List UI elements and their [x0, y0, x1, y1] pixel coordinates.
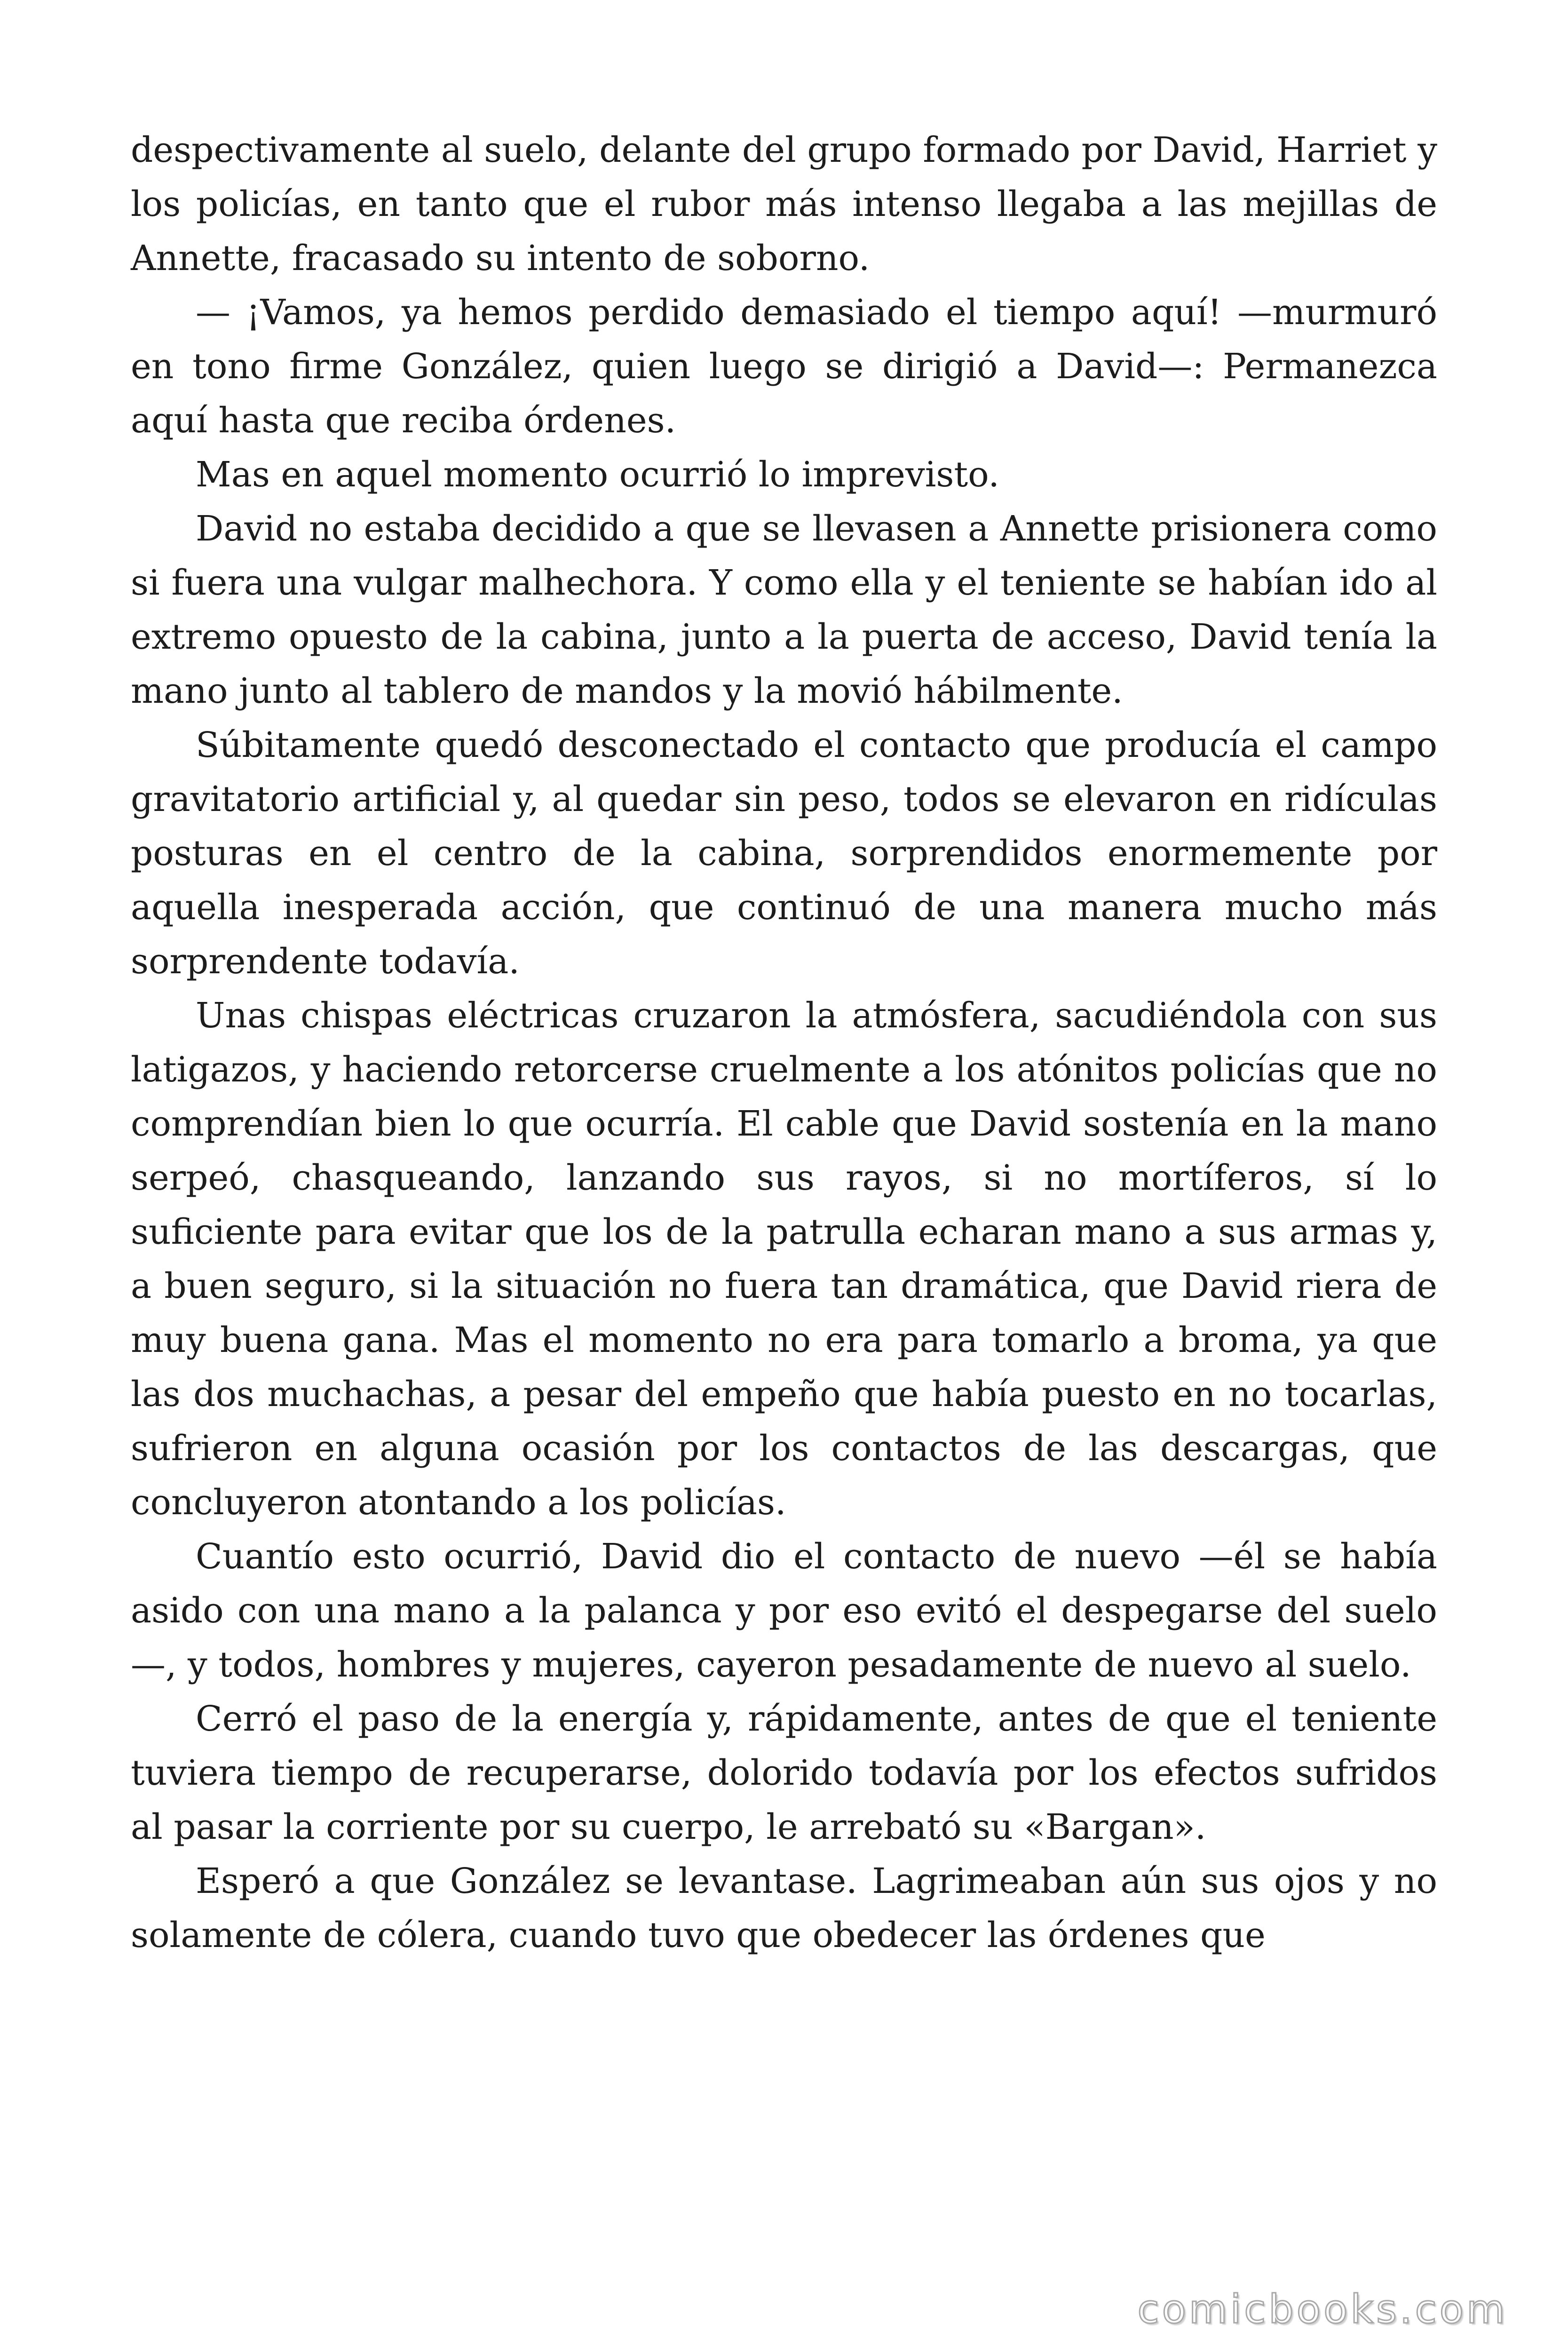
paragraph-5: Súbitamente quedó desconectado el contacto que producía el campo gravitatorio artificial y, al quedar sin peso, todos se elevaron en ridículas posturas en el centro de la cabina, sorprendidos enormemente por aquella inesperada acción, que continuó de una manera mucho más sorprendente todavía.: [131, 725, 1437, 982]
paragraph-8: Cerró el paso de la energía y, rápidamente, antes de que el teniente tuviera tiempo de recuperarse, dolorido todavía por los efectos sufridos al pasar la corriente por su cuerpo, le arrebató su «Bargan».: [131, 1699, 1437, 1847]
paragraph-6: Unas chispas eléctricas cruzaron la atmósfera, sacudiéndola con sus latigazos, y haciendo retorcerse cruelmente a los atónitos policías que no comprendían bien lo que ocurría. El cable que David sostenía en la mano serpeó, chasqueando, lanzando sus rayos, si no mortíferos, sí lo suficiente para evitar que los de la patrulla echaran mano a sus armas y, a buen seguro, si la situación no fuera tan dramática, que David riera de muy buena gana. Mas el momento no era para tomarlo a broma, ya que las dos muchachas, a pesar del empeño que había puesto en no tocarlas, sufrieron en alguna ocasión por los contactos de las descargas, que concluyeron atontando a los policías.: [131, 995, 1437, 1523]
paragraph-9: Esperó a que González se levantase. Lagrimeaban aún sus ojos y no solamente de cólera, cuando tuvo que obedecer las órdenes que: [131, 1861, 1437, 1955]
body-text: [131, 123, 1437, 1963]
paragraph-3: Mas en aquel momento ocurrió lo imprevisto.: [196, 454, 999, 495]
paragraph-1: despectivamente al suelo, delante del grupo formado por David, Harriet y los policías, en tanto que el rubor más intenso llegaba a las mejillas de Annette, fracasado su intento de soborno.: [131, 130, 1437, 278]
paragraph-7: Cuantío esto ocurrió, David dio el contacto de nuevo —él se había asido con una mano a la palanca y por eso evitó el despegarse del suelo—, y todos, hombres y mujeres, cayeron pesadamente de nuevo al suelo.: [131, 1536, 1437, 1685]
watermark: comicbooks.com: [1137, 2286, 1508, 2332]
paragraph-2: — ¡Vamos, ya hemos perdido demasiado el tiempo aquí! —murmuró en tono firme González, quien luego se dirigió a David—: Permanezca aquí hasta que reciba órdenes.: [131, 292, 1437, 441]
paragraph-4: David no estaba decidido a que se llevasen a Annette prisionera como si fuera una vulgar malhechora. Y como ella y el teniente se habían ido al extremo opuesto de la cabina, junto a la puerta de acceso, David tenía la mano junto al tablero de mandos y la movió hábilmente.: [131, 509, 1437, 711]
